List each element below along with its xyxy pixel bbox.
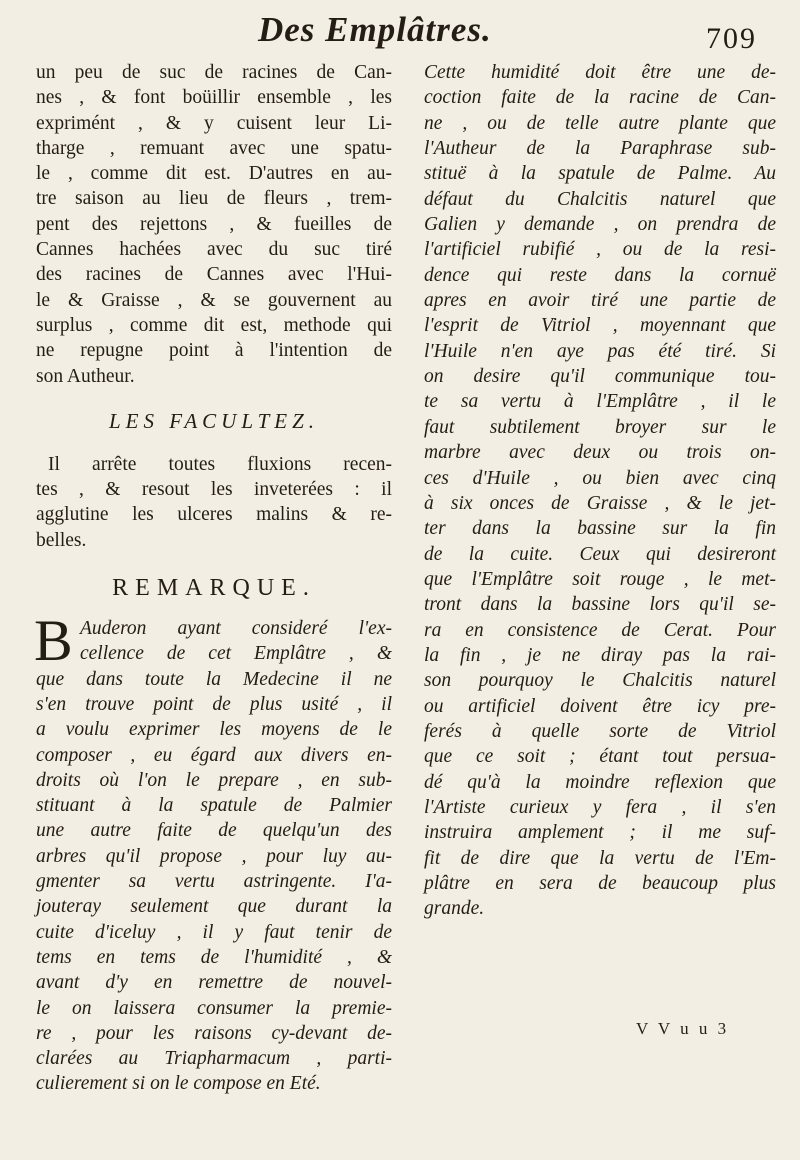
text-line: grande. [424,898,485,920]
text-line: ferés à quelle sorte de Vitriol [424,720,776,742]
text-line: l'Autheur de la Paraphrase sub- [424,138,776,160]
text-line: composer , eu égard aux divers en- [36,744,392,766]
text-line: Galien y demande , on prendra de [424,214,776,236]
text-line: plâtre en sera de beaucoup plus [424,873,776,894]
text-line: belles. [36,529,87,551]
text-line: défaut du Chalcitis naturel que [424,188,776,210]
text-line: ne repugne point à l'intention de [36,340,392,362]
left-column [36,60,392,1097]
text-line: clarées au Triapharmacum , parti- [36,1048,392,1070]
text-line: surplus , comme dit est, methode qui [36,314,392,336]
text-line: agglutine les ulceres malins & re- [36,504,392,526]
text-line: un peu de suc de racines de Can- [36,62,392,83]
text-line: jouteray seulement que durant la [36,896,392,918]
text-line: marbre avec deux ou trois on- [424,442,776,464]
text-line: culierement si on le compose en Eté. [36,1073,321,1095]
text-line: de la cuite. Ceux qui desireront [424,543,776,565]
text-line: arbres qu'il propose , pour luy au- [36,845,392,867]
text-line: a voulu exprimer les moyens de le [36,719,392,741]
text-line: stituant à la spatule de Palmier [36,795,392,817]
text-line: Auderon ayant consideré l'ex- [80,618,392,640]
text-line: tront dans la bassine lors qu'il se- [424,594,776,616]
text-line: le on laissera consumer la premie- [36,997,392,1019]
text-line: tharge , remuant avec une spatu- [36,137,392,159]
text-line: cuite d'iceluy , il y faut tenir de [36,921,392,943]
text-line: dence qui reste dans la cornuë [424,264,776,286]
text-line: son pourquoy le Chalcitis naturel [424,670,776,692]
text-line: ter dans la bassine sur la fin [424,518,776,540]
text-line: la fin , je ne diray pas la rai- [424,644,776,666]
text-line: l'Huile n'en aye pas été tiré. Si [424,340,776,362]
text-line: des racines de Cannes avec l'Hui- [36,264,392,286]
text-line: cellence de cet Emplâtre , & [80,643,392,665]
page-number: 709 [706,22,757,55]
text-line: te sa vertu à l'Emplâtre , il le [424,391,776,413]
running-title: Des Emplâtres. [258,10,492,49]
text-line: tes , & resout les inveterées : il [36,479,392,501]
text-line: faut subtilement broyer sur le [424,416,776,438]
text-line: ou artificiel doivent être icy pre- [424,695,776,717]
right-column [424,60,776,922]
text-line: gmenter sa vertu astringente. I'a- [36,871,392,893]
text-line: l'esprit de Vitriol , moyennant que [424,315,776,337]
text-line: une autre faite de quelqu'un des [36,820,392,842]
text-line: fit de dire que la vertu de l'Em- [424,847,776,869]
text-line: dé qu'à la moindre reflexion que [424,771,776,793]
text-line: que dans toute la Medecine il ne [36,668,392,690]
text-line: l'artificiel rubifié , ou de la resi- [424,239,776,261]
text-line: apres en avoir tiré une partie de [424,290,776,312]
text-line: que l'Emplâtre soit rouge , le met- [424,568,776,590]
text-line: le , comme dit est. D'autres en au- [36,163,392,185]
text-line: Il arrête toutes fluxions recen- [48,453,392,475]
text-line: pent des rejettons , & fueilles de [36,213,392,235]
text-line: ne , ou de telle autre plante que [424,112,776,134]
text-line: instruira amplement ; il me suf- [424,822,776,844]
signature-mark: V V u u 3 [636,1019,730,1038]
text-line: son Autheur. [36,365,135,387]
text-line: droits où l'on le prepare , en sub- [36,769,392,791]
paragraph-remark [34,608,392,1097]
text-line: à six onces de Graisse , & le jet- [424,492,776,514]
text-line: exprimént , & y cuisent leur Li- [36,112,392,134]
section-heading-faculties: LES FACULTEZ. [108,408,320,433]
text-line: tems en tems de l'humidité , & [36,946,392,968]
text-line: avant d'y en remettre de nouvel- [36,972,392,994]
text-line: coction faite de la racine de Can- [424,87,776,109]
text-line: nes , & font boüillir ensemble , les [36,87,392,109]
paragraph-faculties [36,452,392,553]
text-line: Cannes hachées avec du suc tiré [36,239,392,261]
text-line: tre saison au lieu de fleurs , trem- [36,188,392,210]
text-line: ra en consistence de Cerat. Pour [424,619,776,641]
page-header [0,8,800,58]
text-line: le & Graisse , & se gouvernent au [36,289,392,311]
text-line: re , pour les raisons cy-devant de- [36,1022,392,1044]
text-line: stituë à la spatule de Palme. Au [424,163,776,185]
section-heading-remark: REMARQUE. [112,575,316,602]
text-line: Cette humidité doit être une de- [424,62,776,83]
text-line: s'en trouve point de plus usité , il [36,693,392,715]
text-line: on desire qu'il communique tou- [424,366,776,388]
text-line: que ce soit ; étant tout persua- [424,746,776,768]
drop-cap-letter: B [34,608,73,674]
text-line: l'Artiste curieux y fera , il s'en [424,796,776,818]
paragraph-preparation [36,60,392,389]
text-line: ces d'Huile , ou bien avec cinq [424,467,776,489]
